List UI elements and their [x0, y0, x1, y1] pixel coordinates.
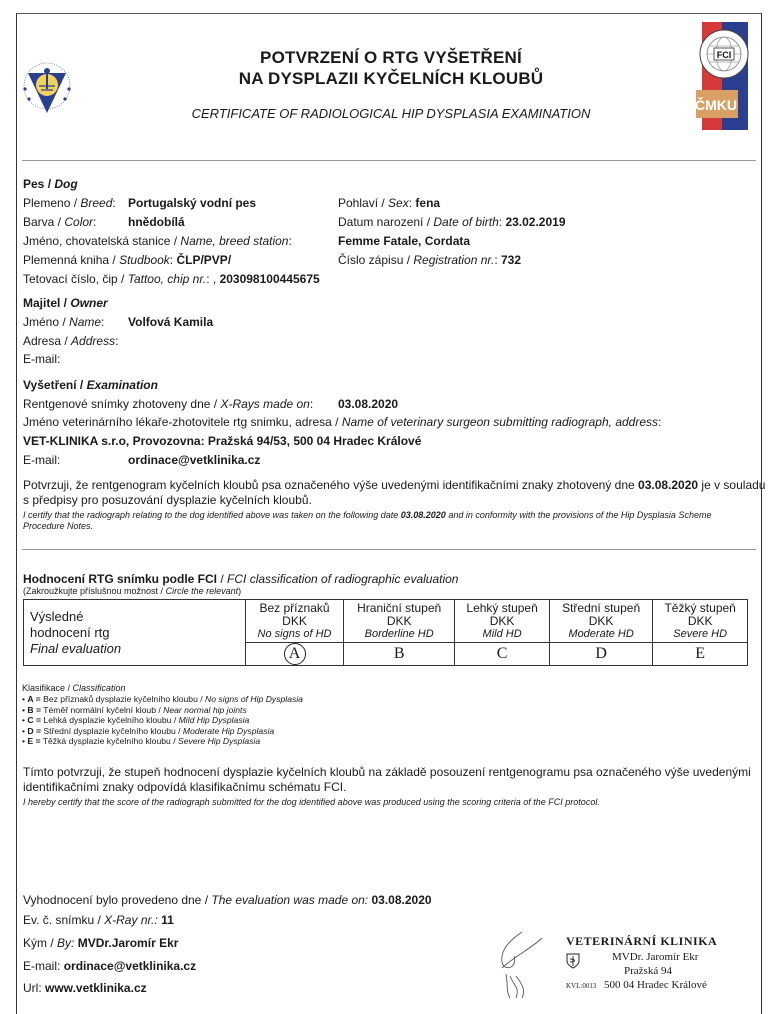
classification-item: • C = Lehká dysplazie kyčelního kloubu / Mild Hip Dysplasia	[22, 715, 303, 726]
stamp-doctor: MVDr. Jaromír Ekr	[612, 951, 699, 963]
grade-e-option[interactable]: E	[653, 643, 748, 666]
footer-url-value: www.vetklinika.cz	[45, 981, 147, 995]
signature-icon	[492, 928, 552, 1000]
evaluation-title: Hodnocení RTG snímku podle FCI / FCI classification of radiographic evaluation	[23, 572, 459, 586]
certify-en-line1: I certify that the radiograph relating to the dog identified above was taken on the following date 03.08.2020 and in conformity with the provisions of the Hip Dysplasia Scheme	[23, 510, 712, 520]
xray-date-value: 03.08.2020	[338, 397, 399, 411]
final-evaluation-label: Výsledné hodnocení rtg Final evaluation	[24, 600, 246, 666]
certify-cz-line1: Potvrzuji, že rentgenogram kyčelních kloubů psa označeného výše uvedenými identifikačními znaky zhotovený dne 03.08.2020 je v souladu	[23, 478, 766, 492]
column-head-b: Hraniční stupeň DKK Borderline HD	[344, 600, 455, 643]
chip-row: Tetovací číslo, čip / Tattoo, chip nr.: , 203098100445675	[23, 272, 320, 286]
grade-b-option[interactable]: B	[344, 643, 455, 666]
classification-item: • E = Těžká dysplazie kyčelního kloubu / Severe Hip Dysplasia	[22, 736, 303, 747]
dob-value: 23.02.2019	[505, 215, 566, 229]
column-head-e: Těžký stupeň DKK Severe HD	[653, 600, 748, 643]
evaluator-row: Kým / By: MVDr.Jaromír Ekr	[23, 936, 179, 950]
vet-email-value: ordinace@vetklinika.cz	[128, 453, 261, 467]
column-head-a: Bez příznaků DKK No signs of HD	[246, 600, 344, 643]
final-certify-cz-line2: identifikačními znaky odpovídá klasifikačnímu schématu FCI.	[23, 780, 347, 794]
owner-name-value: Volfová Kamila	[128, 315, 214, 329]
title-line-2: NA DYSPLAZII KYČELNÍCH KLOUBŮ	[238, 69, 544, 88]
registration-value: 732	[500, 253, 522, 267]
name-label: Jméno, chovatelská stanice / Name, breed station:	[23, 234, 292, 248]
grade-a-option[interactable]	[246, 643, 344, 666]
classification-item: • B = Téměř normální kyčelní kloub / Near normal hip joints	[22, 705, 303, 716]
caduceus-shield-icon	[566, 953, 580, 969]
dog-section-heading: Pes / Dog	[23, 177, 78, 191]
grade-c-option[interactable]: C	[455, 643, 550, 666]
section-divider	[22, 549, 756, 550]
classification-list	[22, 694, 303, 747]
column-head-d: Střední stupeň DKK Moderate HD	[549, 600, 652, 643]
final-certify-en: I hereby certify that the score of the radiograph submitted for the dog identified above was produced using the scoring criteria of the FCI protocol.	[23, 797, 600, 807]
sex-row: Pohlaví / Sex: fena	[338, 196, 441, 210]
footer-url-row: Url: www.vetklinika.cz	[23, 981, 147, 995]
owner-name-label: Jméno / Name:	[23, 315, 105, 329]
evaluator-value: MVDr.Jaromír Ekr	[77, 936, 179, 950]
breed-value: Portugalský vodní pes	[128, 196, 257, 210]
examination-section-heading: Vyšetření / Examination	[23, 378, 158, 392]
dog-name-value: Femme Fatale, Cordata	[338, 234, 471, 248]
header-divider	[22, 160, 756, 161]
xray-number-value: 11	[161, 913, 174, 927]
final-certify-cz-line1: Tímto potvrzuji, že stupeň hodnocení dysplazie kyčelních kloubů na základě posouzení rentgenogramu psa označeného výše uvedenými	[23, 765, 751, 779]
sex-value: fena	[415, 196, 441, 210]
owner-address-label: Adresa / Address:	[23, 334, 119, 348]
column-head-c: Lehký stupeň DKK Mild HD	[455, 600, 550, 643]
studbook-row: Plemenná kniha / Studbook: ČLP/PVP/	[23, 253, 232, 267]
dog-heading-en: Dog	[54, 177, 78, 191]
dob-row: Datum narození / Date of birth: 23.02.2019	[338, 215, 566, 229]
color-label: Barva / Color:	[23, 215, 97, 229]
owner-section-heading: Majitel / Owner	[23, 296, 108, 310]
footer-email-row: E-mail: ordinace@vetklinika.cz	[23, 959, 197, 973]
breed-label: Plemeno / Breed:	[23, 196, 116, 210]
studbook-value: ČLP/PVP/	[176, 253, 232, 267]
grade-d-option[interactable]: D	[549, 643, 652, 666]
chip-value: 203098100445675	[219, 272, 320, 286]
evaluation-date-row: Vyhodnocení bylo provedeno dne / The evaluation was made on: 03.08.2020	[23, 893, 432, 907]
title-line-1: POTVRZENÍ O RTG VYŠETŘENÍ	[260, 48, 522, 67]
stamp-code: KVL:0013	[566, 982, 597, 990]
grade-a-selected: A	[284, 643, 306, 665]
classification-item: • D = Střední dysplazie kyčelního kloubu / Moderate Hip Dysplasia	[22, 726, 303, 737]
registration-row: Číslo zápisu / Registration nr.: 732	[338, 253, 522, 267]
vet-value: VET-KLINIKA s.r.o, Provozovna: Pražská 94/53, 500 04 Hradec Králové	[23, 434, 422, 448]
evaluation-hint: (Zakroužkujte příslušnou možnost / Circle the relevant)	[23, 586, 242, 596]
color-value: hnědobílá	[128, 215, 185, 229]
certify-cz-line2: s předpisy pro posuzování dysplazie kyčelních kloubů.	[23, 493, 312, 507]
subtitle: CERTIFICATE OF RADIOLOGICAL HIP DYSPLASIA EXAMINATION	[191, 106, 591, 121]
classification-item: • A = Bez příznaků dysplazie kyčelního kloubu / No signs of Hip Dysplasia	[22, 694, 303, 705]
xray-number-row: Ev. č. snímku / X-Ray nr.: 11	[23, 913, 174, 927]
evaluation-date-value: 03.08.2020	[371, 893, 432, 907]
svg-text:ČMKU: ČMKU	[696, 97, 737, 113]
dog-heading-cz: Pes	[23, 177, 45, 191]
xray-date-label: Rentgenové snímky zhotoveny dne / X-Rays made on:	[23, 397, 314, 411]
owner-email-label: E-mail:	[23, 352, 61, 366]
vet-email-label: E-mail:	[23, 453, 61, 467]
evaluation-table	[23, 599, 748, 666]
stamp-city: 500 04 Hradec Králové	[604, 979, 707, 991]
fci-cmku-logo-icon	[696, 22, 754, 132]
vet-label: Jméno veterinárního lékaře-zhotovitele rtg snimku, adresa / Name of veterinary surgeon submitting radiograph, address:	[23, 415, 662, 429]
stamp-street: Pražská 94	[624, 965, 672, 977]
stamp-title: VETERINÁRNÍ KLINIKA	[566, 934, 718, 948]
clinic-stamp	[566, 934, 736, 995]
classification-title: Klasifikace / Classification	[22, 683, 126, 693]
certify-en-line2: Procedure Notes.	[23, 521, 94, 531]
svg-text:FCI: FCI	[716, 50, 732, 60]
footer-email-value: ordinace@vetklinika.cz	[63, 959, 197, 973]
